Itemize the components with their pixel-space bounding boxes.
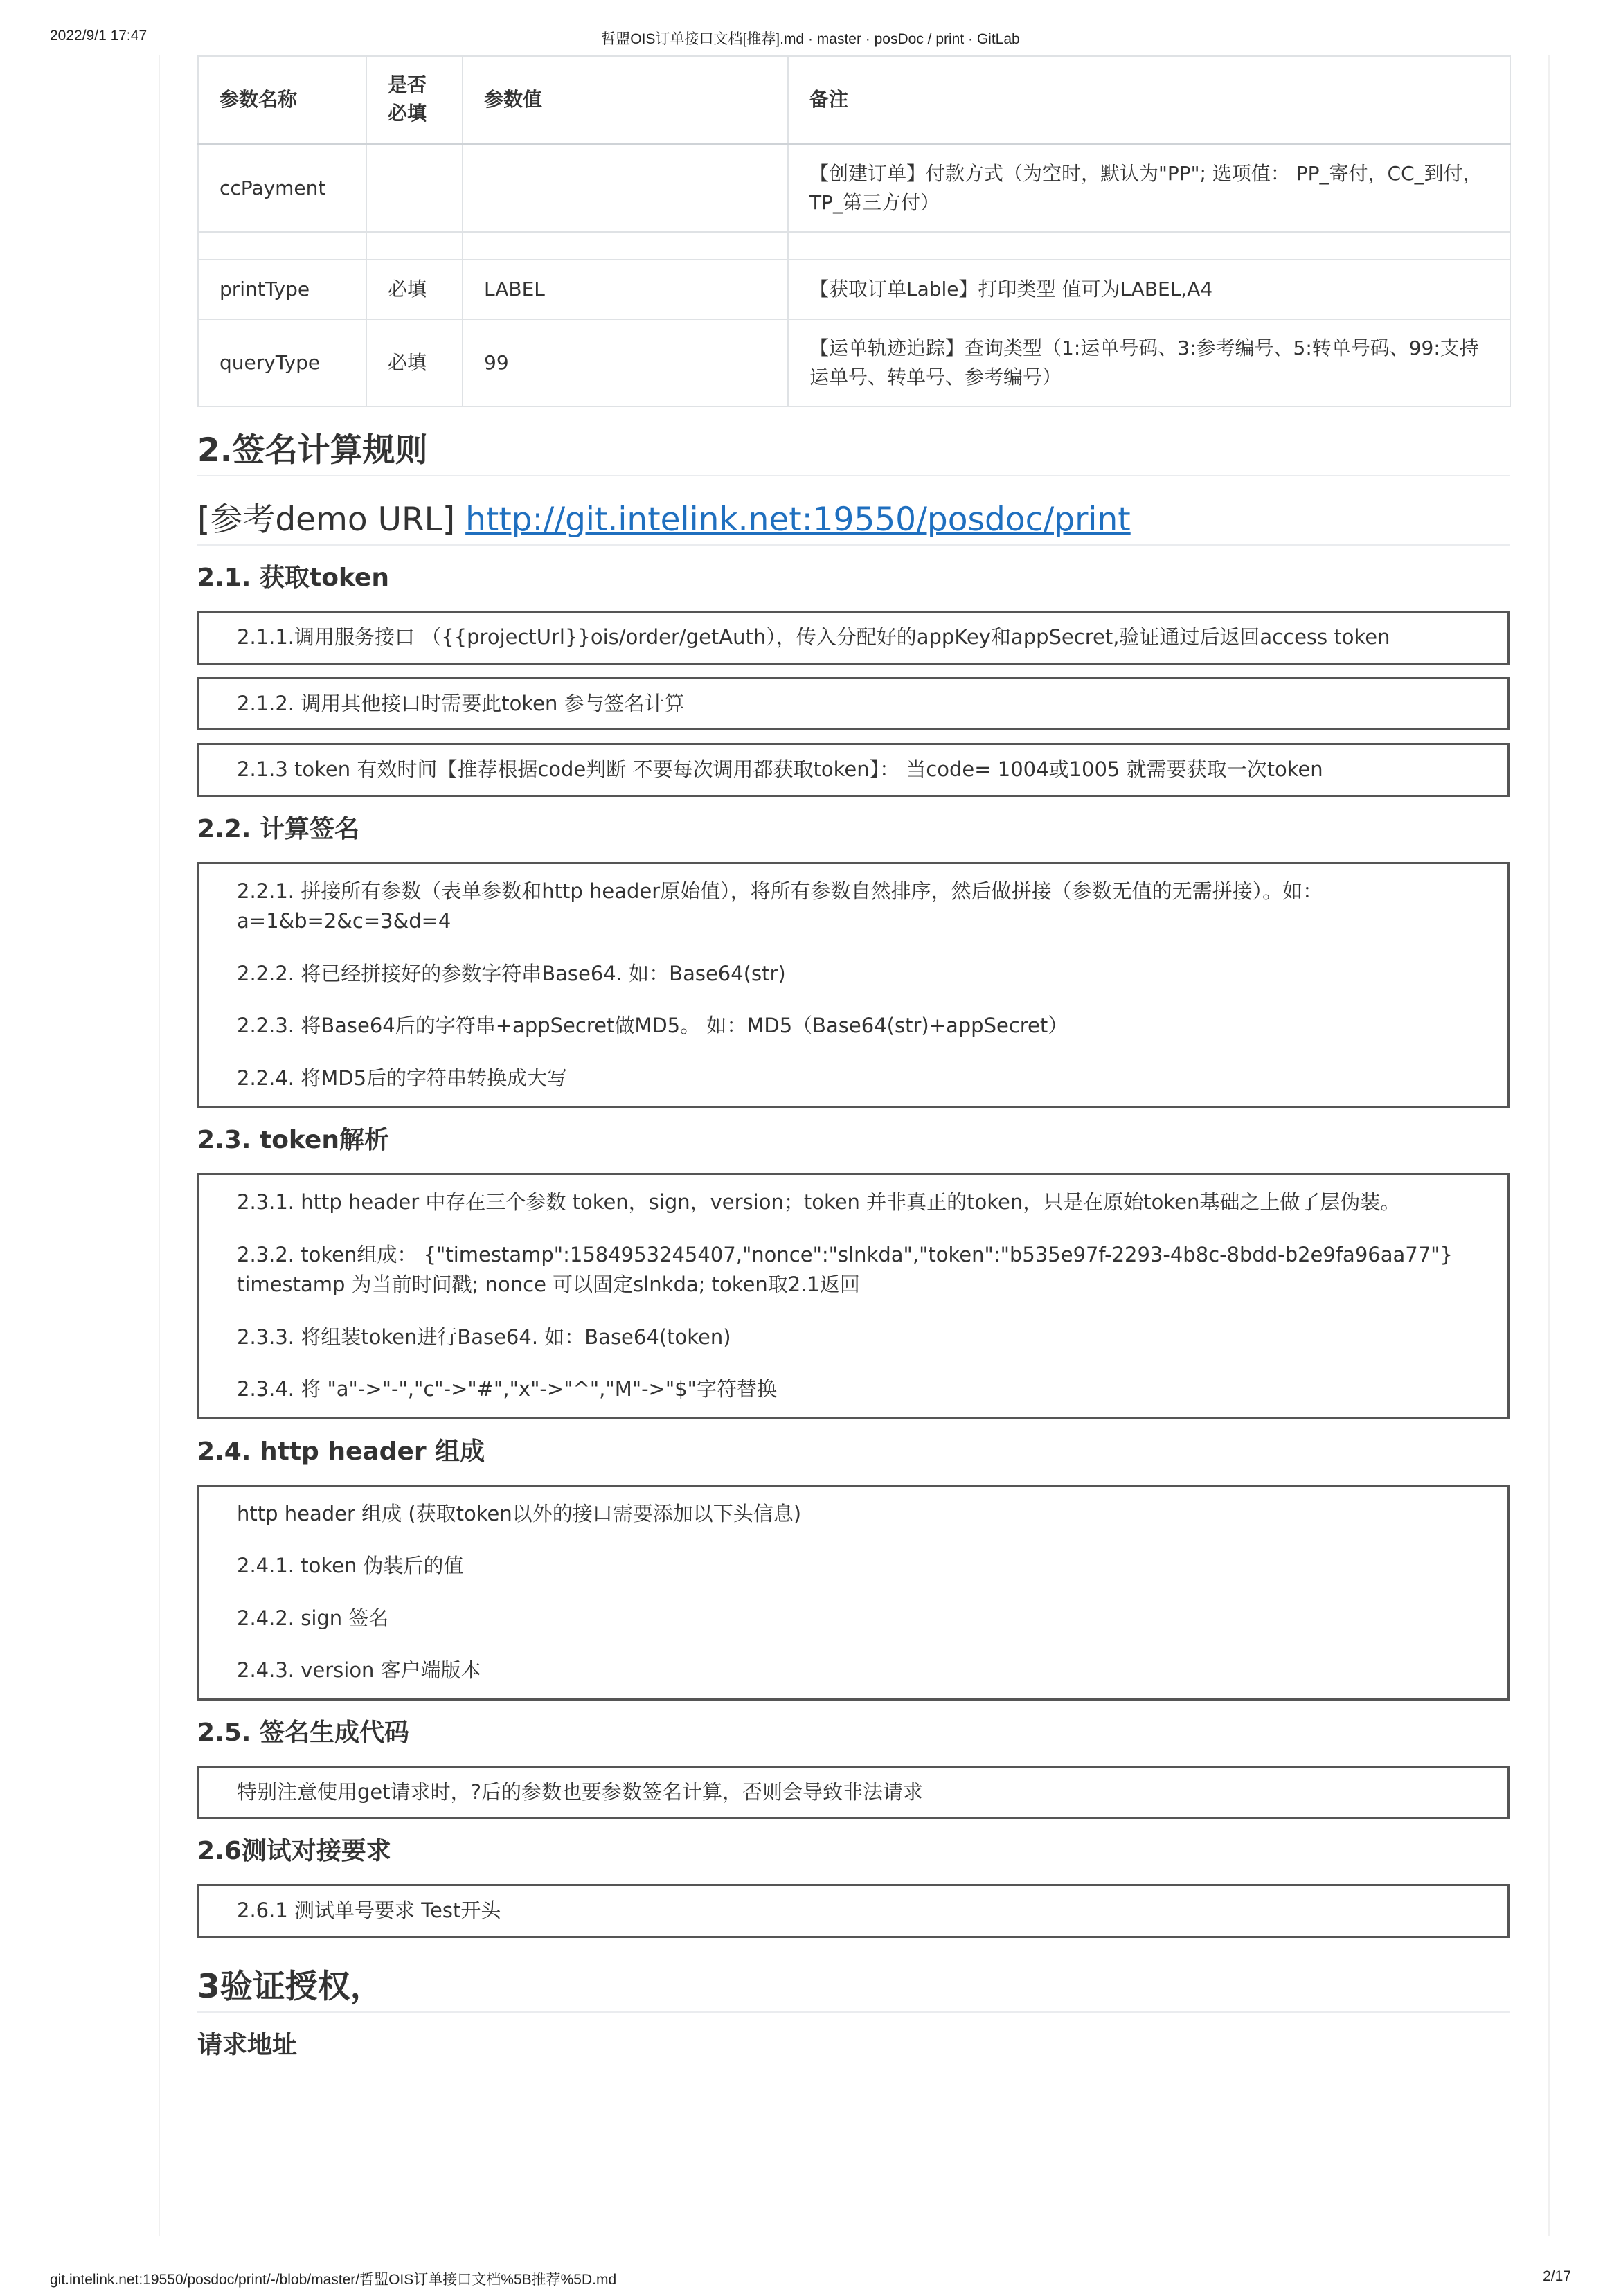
note-text: 2.2.3. 将Base64后的字符串+appSecret做MD5。 如：MD5（Base64(str)+appSecret） — [237, 1014, 1068, 1037]
heading-request-url: 请求地址 — [197, 2030, 298, 2059]
note-box — [197, 743, 1510, 797]
table-cell: 99 — [463, 319, 788, 406]
table-header-row — [198, 56, 1510, 144]
print-header — [0, 28, 1621, 55]
table-cell — [366, 144, 463, 232]
note-box — [197, 1766, 1510, 1820]
heading-signature-code: 2.5. 签名生成代码 — [197, 1718, 409, 1747]
col-header-required: 是否 必填 — [366, 56, 463, 144]
note-text: 2.4.1. token 伪装后的值 — [237, 1554, 464, 1577]
print-page-number: 2/17 — [1543, 2268, 1571, 2284]
print-url: git.intelink.net:19550/posdoc/print/-/blob/master/哲盟OIS订单接口文档%5B推荐%5D.md — [50, 2272, 617, 2288]
note-box — [197, 1173, 1510, 1419]
heading-test-requirements: 2.6测试对接要求 — [197, 1837, 391, 1865]
note-text: 2.2.4. 将MD5后的字符串转换成大写 — [237, 1066, 568, 1090]
table-cell — [198, 232, 366, 260]
note-text: 特别注意使用get请求时，?后的参数也要参数签名计算，否则会导致非法请求 — [237, 1779, 924, 1804]
table-cell — [463, 144, 788, 232]
note-box — [197, 677, 1510, 731]
col-header-param-name: 参数名称 — [198, 56, 366, 144]
parameter-table — [197, 55, 1511, 407]
table-cell — [463, 232, 788, 260]
page-left-border — [159, 55, 160, 2236]
table-cell: queryType — [198, 319, 366, 406]
note-box — [197, 1485, 1510, 1701]
note-box — [197, 862, 1510, 1109]
print-footer — [0, 2268, 1621, 2296]
markdown-content — [197, 55, 1510, 2065]
table-cell — [788, 232, 1510, 260]
heading-demo-url — [197, 496, 1510, 546]
heading-get-token: 2.1. 获取token — [197, 564, 389, 592]
table-row — [198, 232, 1510, 260]
note-text: 2.3.3. 将组装token进行Base64. 如：Base64(token) — [237, 1325, 731, 1349]
col-header-value: 参数值 — [463, 56, 788, 144]
heading-auth-verify: 3验证授权， — [197, 1963, 1510, 2013]
note-text: http header 组成 (获取token以外的接口需要添加以下头信息) — [237, 1501, 802, 1525]
note-text: 2.6.1 测试单号要求 Test开头 — [237, 1899, 501, 1922]
note-text: 2.3.4. 将 "a"->"-","c"->"#","x"->"^","M"->"$"字符替换 — [237, 1377, 777, 1401]
table-cell: 【创建订单】付款方式（为空时，默认为"PP"; 选项值： PP_寄付，CC_到付， TP_第三方付） — [788, 144, 1510, 232]
heading-token-parse: 2.3. token解析 — [197, 1126, 389, 1154]
note-text: 2.1.1.调用服务接口 （{{projectUrl}}ois/order/getAuth），传入分配好的appKey和appSecret,验证通过后返回access token — [237, 625, 1390, 649]
heading-compute-signature: 2.2. 计算签名 — [197, 814, 359, 843]
note-text: 2.1.2. 调用其他接口时需要此token 参与签名计算 — [237, 691, 685, 715]
note-text: 2.2.2. 将已经拼接好的参数字符串Base64. 如：Base64(str) — [237, 961, 786, 985]
heading-signature-rules: 2.签名计算规则 — [197, 427, 1510, 476]
table-cell: printType — [198, 260, 366, 319]
note-box — [197, 1884, 1510, 1938]
table-cell: 【获取订单Lable】打印类型 值可为LABEL,A4 — [788, 260, 1510, 319]
note-text: 2.4.2. sign 签名 — [237, 1606, 389, 1630]
table-row — [198, 319, 1510, 406]
table-row — [198, 144, 1510, 232]
table-row — [198, 260, 1510, 319]
table-cell: 必填 — [366, 319, 463, 406]
table-cell: ccPayment — [198, 144, 366, 232]
note-text: 2.1.3 token 有效时间【推荐根据code判断 不要每次调用都获取token】： 当code= 1004或1005 就需要获取一次token — [237, 757, 1323, 781]
demo-prefix: [参考demo URL] — [197, 501, 456, 539]
print-page-title: 哲盟OIS订单接口文档[推荐].md · master · posDoc / print · GitLab — [601, 31, 1020, 47]
table-cell: 【运单轨迹追踪】查询类型（1:运单号码、3:参考编号、5:转单号码、99:支持运单号、转单号、参考编号） — [788, 319, 1510, 406]
table-cell: 必填 — [366, 260, 463, 319]
heading-http-header: 2.4. http header 组成 — [197, 1437, 485, 1466]
note-text: 2.4.3. version 客户端版本 — [237, 1658, 481, 1682]
col-header-remark: 备注 — [788, 56, 1510, 144]
note-text: 2.2.1. 拼接所有参数（表单参数和http header原始值），将所有参数自然排序，然后做拼接（参数无值的无需拼接）。如：a=1&b=2&c=3&d=4 — [237, 879, 1323, 933]
note-text: 2.3.2. token组成： {"timestamp":1584953245407,"nonce":"slnkda","token":"b535e97f-2293-4b8c-8bdd-b2e9fa96aa77"} timestamp 为当前时间戳; nonce 可以固定slnkda; token取2.1返回 — [237, 1242, 1453, 1296]
page-right-border — [1548, 55, 1550, 2236]
print-datetime: 2022/9/1 17:47 — [50, 28, 147, 44]
demo-url-link[interactable]: http://git.intelink.net:19550/posdoc/print — [465, 501, 1131, 539]
table-cell: LABEL — [463, 260, 788, 319]
note-box — [197, 611, 1510, 665]
note-text: 2.3.1. http header 中存在三个参数 token，sign，version；token 并非真正的token，只是在原始token基础之上做了层伪装。 — [237, 1190, 1401, 1214]
table-cell — [366, 232, 463, 260]
